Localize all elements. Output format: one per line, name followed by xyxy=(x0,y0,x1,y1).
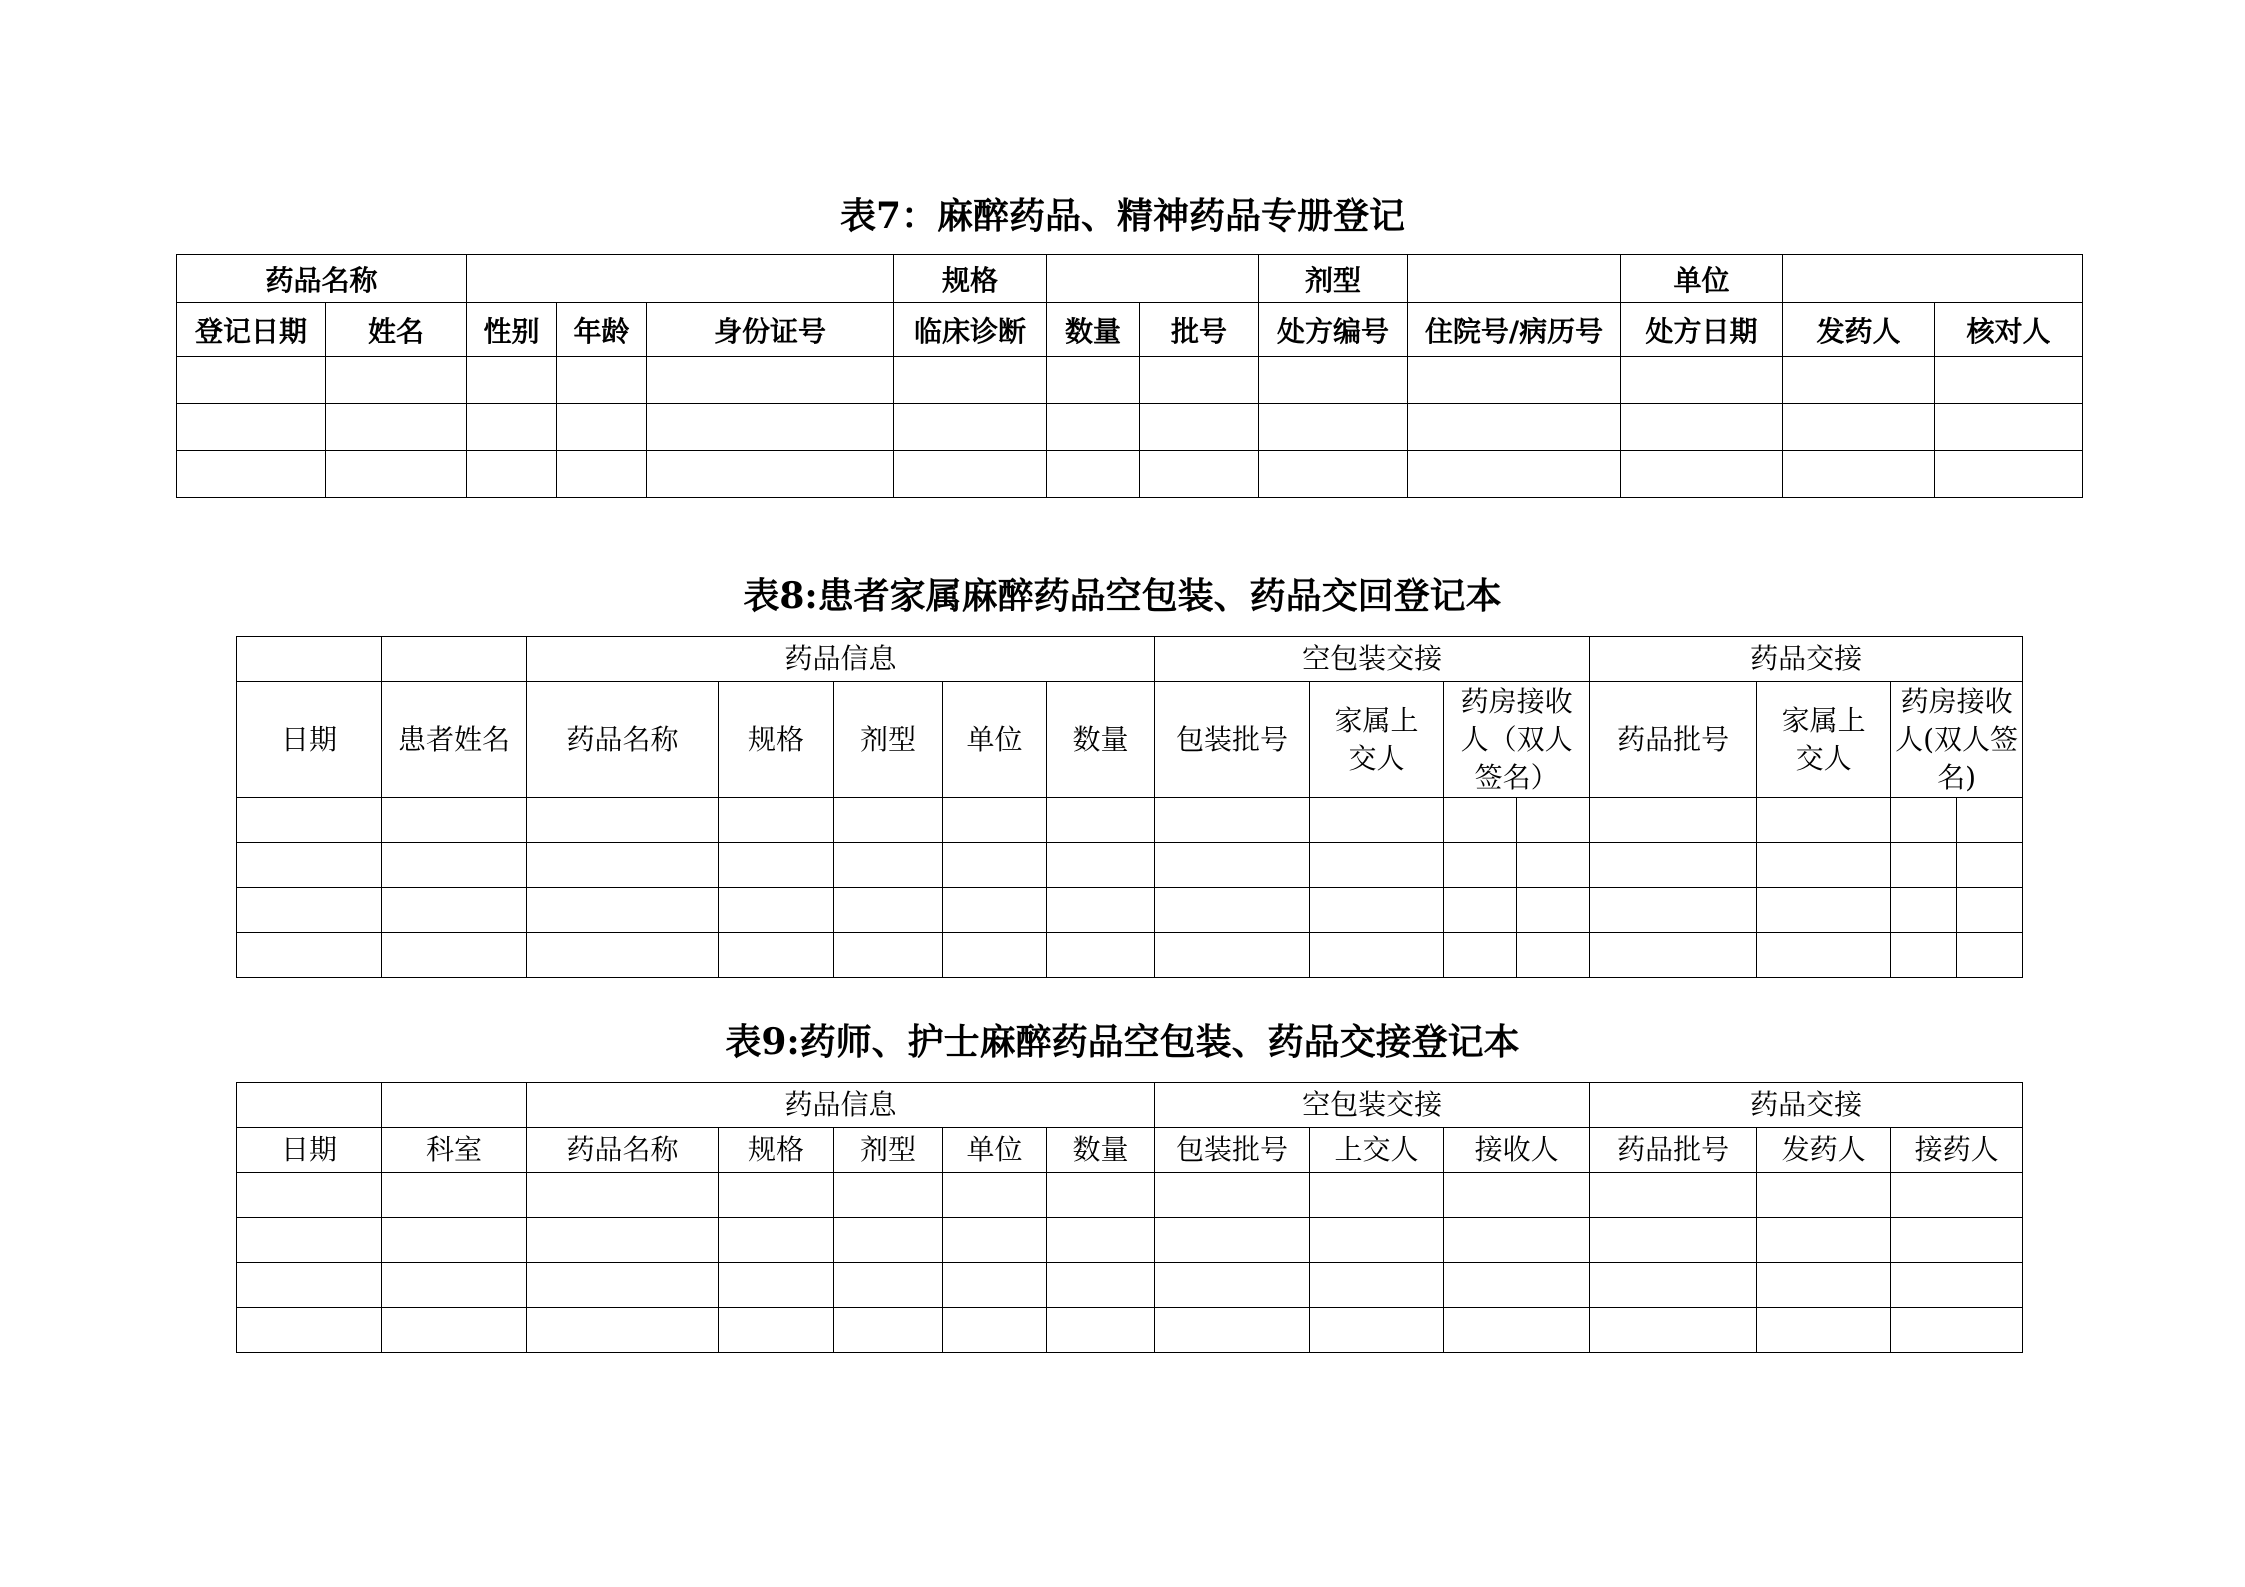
entry-cell[interactable] xyxy=(1047,1263,1155,1308)
entry-cell[interactable] xyxy=(1891,1263,2023,1308)
entry-cell[interactable] xyxy=(1047,1308,1155,1353)
table7-title: 表7：麻醉药品、精神药品专册登记 xyxy=(839,195,1406,237)
entry-cell[interactable] xyxy=(1155,1173,1310,1218)
entry-cell[interactable] xyxy=(1140,451,1259,498)
col-header-diagnosis: 临床诊断 xyxy=(894,303,1047,357)
entry-cell[interactable] xyxy=(1310,1173,1444,1218)
table-row xyxy=(237,1263,2023,1308)
entry-cell[interactable] xyxy=(1590,1308,1757,1353)
entry-cell[interactable] xyxy=(1590,933,1757,978)
entry-cell[interactable] xyxy=(237,798,382,843)
entry-cell[interactable] xyxy=(1310,843,1444,888)
entry-cell[interactable] xyxy=(943,933,1047,978)
table-row xyxy=(237,888,2023,933)
col-header-quantity: 数量 xyxy=(1047,303,1140,357)
entry-cell[interactable] xyxy=(647,357,894,404)
table-row xyxy=(237,1218,2023,1263)
entry-cell[interactable] xyxy=(1155,798,1310,843)
entry-cell[interactable] xyxy=(943,798,1047,843)
entry-cell[interactable] xyxy=(1047,451,1140,498)
entry-cell[interactable] xyxy=(1590,1173,1757,1218)
entry-cell[interactable] xyxy=(1444,798,1517,843)
entry-cell[interactable] xyxy=(1935,357,2083,404)
entry-cell[interactable] xyxy=(382,933,527,978)
entry-cell[interactable] xyxy=(1757,933,1891,978)
entry-cell[interactable] xyxy=(1757,1308,1891,1353)
entry-cell[interactable] xyxy=(1783,404,1935,451)
entry-cell[interactable] xyxy=(1310,1308,1444,1353)
table8-title: 表8:患者家属麻醉药品空包装、药品交回登记本 xyxy=(743,575,1502,617)
entry-cell[interactable] xyxy=(1259,404,1408,451)
col-header-pharmacy-receiver: 药房接收人（双人签名） xyxy=(1444,682,1590,798)
col-header-pharmacy-receiver: 药房接收人(双人签名) xyxy=(1891,682,2023,798)
col-header-drug-name: 药品名称 xyxy=(527,1128,719,1173)
group-header-drug-handover: 药品交接 xyxy=(1590,1083,2023,1128)
entry-cell[interactable] xyxy=(1444,888,1517,933)
entry-cell[interactable] xyxy=(834,1218,943,1263)
spec-value-cell[interactable] xyxy=(1047,255,1259,303)
dosage-form-value-cell[interactable] xyxy=(1408,255,1621,303)
group-header-empty-package: 空包装交接 xyxy=(1155,637,1590,682)
entry-cell[interactable] xyxy=(527,798,719,843)
entry-cell[interactable] xyxy=(719,1263,834,1308)
entry-cell[interactable] xyxy=(1155,1308,1310,1353)
table8-column-header-row xyxy=(237,682,2023,798)
table8-family-return-register xyxy=(236,636,2023,978)
entry-cell[interactable] xyxy=(1259,357,1408,404)
entry-cell[interactable] xyxy=(326,357,467,404)
entry-cell[interactable] xyxy=(1935,451,2083,498)
entry-cell[interactable] xyxy=(1757,888,1891,933)
group-header-drug-handover: 药品交接 xyxy=(1590,637,2023,682)
entry-cell[interactable] xyxy=(1047,1218,1155,1263)
col-header-dispenser: 发药人 xyxy=(1757,1128,1891,1173)
table9-title: 表9:药师、护士麻醉药品空包装、药品交接登记本 xyxy=(725,1021,1520,1063)
entry-cell[interactable] xyxy=(237,1308,382,1353)
col-header-spec: 规格 xyxy=(719,1128,834,1173)
entry-cell[interactable] xyxy=(1590,888,1757,933)
entry-cell[interactable] xyxy=(894,451,1047,498)
entry-cell[interactable] xyxy=(1047,357,1140,404)
table-row xyxy=(177,404,2083,451)
spec-label: 规格 xyxy=(894,255,1047,303)
col-header-age: 年龄 xyxy=(557,303,647,357)
entry-cell[interactable] xyxy=(1408,357,1621,404)
entry-cell[interactable] xyxy=(1140,357,1259,404)
entry-cell[interactable] xyxy=(1891,843,1957,888)
entry-cell[interactable] xyxy=(1047,1173,1155,1218)
entry-cell[interactable] xyxy=(719,1308,834,1353)
table9-staff-handover-register xyxy=(236,1082,2023,1353)
entry-cell[interactable] xyxy=(1444,1308,1590,1353)
blank-header-cell xyxy=(382,637,527,682)
table-row xyxy=(237,798,2023,843)
col-header-dosage-form: 剂型 xyxy=(834,1128,943,1173)
drug-name-value-cell[interactable] xyxy=(467,255,894,303)
col-header-submitter: 上交人 xyxy=(1310,1128,1444,1173)
entry-cell[interactable] xyxy=(1891,1308,2023,1353)
entry-cell[interactable] xyxy=(943,843,1047,888)
entry-cell[interactable] xyxy=(527,1308,719,1353)
col-header-unit: 单位 xyxy=(943,682,1047,798)
table-row xyxy=(177,451,2083,498)
entry-cell[interactable] xyxy=(237,843,382,888)
col-header-family-submitter: 家属上交人 xyxy=(1310,682,1444,798)
entry-cell[interactable] xyxy=(1590,843,1757,888)
entry-cell[interactable] xyxy=(1408,451,1621,498)
entry-cell[interactable] xyxy=(1047,404,1140,451)
entry-cell[interactable] xyxy=(834,1173,943,1218)
col-header-dispenser: 发药人 xyxy=(1783,303,1935,357)
table7-header-row-2 xyxy=(177,303,2083,357)
entry-cell[interactable] xyxy=(719,888,834,933)
entry-cell[interactable] xyxy=(1517,798,1590,843)
entry-cell[interactable] xyxy=(834,1263,943,1308)
entry-cell[interactable] xyxy=(1444,1218,1590,1263)
entry-cell[interactable] xyxy=(467,451,557,498)
col-header-rx-number: 处方编号 xyxy=(1259,303,1408,357)
entry-cell[interactable] xyxy=(527,933,719,978)
entry-cell[interactable] xyxy=(177,404,326,451)
entry-cell[interactable] xyxy=(527,1263,719,1308)
entry-cell[interactable] xyxy=(1935,404,2083,451)
entry-cell[interactable] xyxy=(1783,357,1935,404)
table9-column-header-row xyxy=(237,1128,2023,1173)
table8-group-header-row xyxy=(237,637,2023,682)
entry-cell[interactable] xyxy=(177,357,326,404)
entry-cell[interactable] xyxy=(719,933,834,978)
entry-cell[interactable] xyxy=(1310,1218,1444,1263)
entry-cell[interactable] xyxy=(1517,933,1590,978)
entry-cell[interactable] xyxy=(1891,933,1957,978)
col-header-drug-recipient: 接药人 xyxy=(1891,1128,2023,1173)
table9-group-header-row xyxy=(237,1083,2023,1128)
col-header-dosage-form: 剂型 xyxy=(834,682,943,798)
entry-cell[interactable] xyxy=(527,1218,719,1263)
entry-cell[interactable] xyxy=(1757,1263,1891,1308)
entry-cell[interactable] xyxy=(1621,451,1783,498)
entry-cell[interactable] xyxy=(382,1218,527,1263)
col-header-reg-date: 登记日期 xyxy=(177,303,326,357)
entry-cell[interactable] xyxy=(237,888,382,933)
entry-cell[interactable] xyxy=(1310,933,1444,978)
col-header-receiver: 接收人 xyxy=(1444,1128,1590,1173)
entry-cell[interactable] xyxy=(1047,933,1155,978)
entry-cell[interactable] xyxy=(1757,1218,1891,1263)
entry-cell[interactable] xyxy=(1590,1263,1757,1308)
entry-cell[interactable] xyxy=(1444,843,1517,888)
col-header-date: 日期 xyxy=(237,1128,382,1173)
group-header-empty-package: 空包装交接 xyxy=(1155,1083,1590,1128)
entry-cell[interactable] xyxy=(719,843,834,888)
entry-cell[interactable] xyxy=(237,1173,382,1218)
entry-cell[interactable] xyxy=(557,404,647,451)
entry-cell[interactable] xyxy=(1310,798,1444,843)
entry-cell[interactable] xyxy=(1155,843,1310,888)
entry-cell[interactable] xyxy=(382,843,527,888)
entry-cell[interactable] xyxy=(647,404,894,451)
entry-cell[interactable] xyxy=(1155,888,1310,933)
entry-cell[interactable] xyxy=(557,451,647,498)
entry-cell[interactable] xyxy=(834,843,943,888)
entry-cell[interactable] xyxy=(382,1173,527,1218)
entry-cell[interactable] xyxy=(1621,357,1783,404)
entry-cell[interactable] xyxy=(1155,1218,1310,1263)
entry-cell[interactable] xyxy=(894,404,1047,451)
entry-cell[interactable] xyxy=(1957,798,2023,843)
table-row xyxy=(237,1173,2023,1218)
entry-cell[interactable] xyxy=(382,798,527,843)
entry-cell[interactable] xyxy=(1310,888,1444,933)
entry-cell[interactable] xyxy=(1891,888,1957,933)
entry-cell[interactable] xyxy=(834,888,943,933)
col-header-spec: 规格 xyxy=(719,682,834,798)
col-header-patient-name: 患者姓名 xyxy=(382,682,527,798)
col-header-drug-batch: 药品批号 xyxy=(1590,682,1757,798)
entry-cell[interactable] xyxy=(719,798,834,843)
entry-cell[interactable] xyxy=(237,1263,382,1308)
col-header-quantity: 数量 xyxy=(1047,1128,1155,1173)
entry-cell[interactable] xyxy=(1047,888,1155,933)
table7-narcotic-register xyxy=(176,254,2083,498)
blank-header-cell xyxy=(382,1083,527,1128)
entry-cell[interactable] xyxy=(1957,933,2023,978)
col-header-id-number: 身份证号 xyxy=(647,303,894,357)
entry-cell[interactable] xyxy=(1757,843,1891,888)
entry-cell[interactable] xyxy=(1155,933,1310,978)
entry-cell[interactable] xyxy=(834,1308,943,1353)
entry-cell[interactable] xyxy=(1957,843,2023,888)
entry-cell[interactable] xyxy=(943,888,1047,933)
entry-cell[interactable] xyxy=(1140,404,1259,451)
col-header-unit: 单位 xyxy=(943,1128,1047,1173)
entry-cell[interactable] xyxy=(1444,933,1517,978)
entry-cell[interactable] xyxy=(1891,1173,2023,1218)
entry-cell[interactable] xyxy=(527,1173,719,1218)
entry-cell[interactable] xyxy=(1621,404,1783,451)
entry-cell[interactable] xyxy=(382,888,527,933)
entry-cell[interactable] xyxy=(834,798,943,843)
unit-label: 单位 xyxy=(1621,255,1783,303)
col-header-batch: 批号 xyxy=(1140,303,1259,357)
col-header-date: 日期 xyxy=(237,682,382,798)
entry-cell[interactable] xyxy=(1155,1263,1310,1308)
blank-header-cell xyxy=(237,1083,382,1128)
col-header-department: 科室 xyxy=(382,1128,527,1173)
entry-cell[interactable] xyxy=(943,1173,1047,1218)
entry-cell[interactable] xyxy=(1757,1173,1891,1218)
entry-cell[interactable] xyxy=(177,451,326,498)
entry-cell[interactable] xyxy=(1891,798,1957,843)
entry-cell[interactable] xyxy=(943,1218,1047,1263)
entry-cell[interactable] xyxy=(1517,843,1590,888)
entry-cell[interactable] xyxy=(527,843,719,888)
col-header-rx-date: 处方日期 xyxy=(1621,303,1783,357)
col-header-package-batch: 包装批号 xyxy=(1155,682,1310,798)
blank-header-cell xyxy=(237,637,382,682)
entry-cell[interactable] xyxy=(237,1218,382,1263)
table-row xyxy=(237,843,2023,888)
col-header-family-submitter: 家属上交人 xyxy=(1757,682,1891,798)
col-header-gender: 性别 xyxy=(467,303,557,357)
group-header-drug-info: 药品信息 xyxy=(527,637,1155,682)
entry-cell[interactable] xyxy=(382,1308,527,1353)
unit-value-cell[interactable] xyxy=(1783,255,2083,303)
entry-cell[interactable] xyxy=(557,357,647,404)
entry-cell[interactable] xyxy=(647,451,894,498)
entry-cell[interactable] xyxy=(894,357,1047,404)
entry-cell[interactable] xyxy=(719,1218,834,1263)
table-row xyxy=(237,933,2023,978)
entry-cell[interactable] xyxy=(467,357,557,404)
table-row xyxy=(177,357,2083,404)
entry-cell[interactable] xyxy=(1444,1173,1590,1218)
entry-cell[interactable] xyxy=(1590,798,1757,843)
col-header-checker: 核对人 xyxy=(1935,303,2083,357)
entry-cell[interactable] xyxy=(1757,798,1891,843)
entry-cell[interactable] xyxy=(1047,843,1155,888)
entry-cell[interactable] xyxy=(719,1173,834,1218)
entry-cell[interactable] xyxy=(1444,1263,1590,1308)
entry-cell[interactable] xyxy=(1517,888,1590,933)
entry-cell[interactable] xyxy=(237,933,382,978)
col-header-drug-batch: 药品批号 xyxy=(1590,1128,1757,1173)
col-header-record-number: 住院号/病历号 xyxy=(1408,303,1621,357)
entry-cell[interactable] xyxy=(834,933,943,978)
dosage-form-label: 剂型 xyxy=(1259,255,1408,303)
col-header-drug-name: 药品名称 xyxy=(527,682,719,798)
entry-cell[interactable] xyxy=(943,1263,1047,1308)
entry-cell[interactable] xyxy=(527,888,719,933)
entry-cell[interactable] xyxy=(1310,1263,1444,1308)
entry-cell[interactable] xyxy=(1783,451,1935,498)
col-header-quantity: 数量 xyxy=(1047,682,1155,798)
entry-cell[interactable] xyxy=(1047,798,1155,843)
col-header-name: 姓名 xyxy=(326,303,467,357)
entry-cell[interactable] xyxy=(326,451,467,498)
table-row xyxy=(237,1308,2023,1353)
entry-cell[interactable] xyxy=(1957,888,2023,933)
entry-cell[interactable] xyxy=(1408,404,1621,451)
entry-cell[interactable] xyxy=(326,404,467,451)
entry-cell[interactable] xyxy=(467,404,557,451)
entry-cell[interactable] xyxy=(1259,451,1408,498)
col-header-package-batch: 包装批号 xyxy=(1155,1128,1310,1173)
drug-name-label: 药品名称 xyxy=(177,255,467,303)
entry-cell[interactable] xyxy=(382,1263,527,1308)
entry-cell[interactable] xyxy=(943,1308,1047,1353)
group-header-drug-info: 药品信息 xyxy=(527,1083,1155,1128)
entry-cell[interactable] xyxy=(1891,1218,2023,1263)
table7-header-row-1 xyxy=(177,255,2083,303)
entry-cell[interactable] xyxy=(1590,1218,1757,1263)
